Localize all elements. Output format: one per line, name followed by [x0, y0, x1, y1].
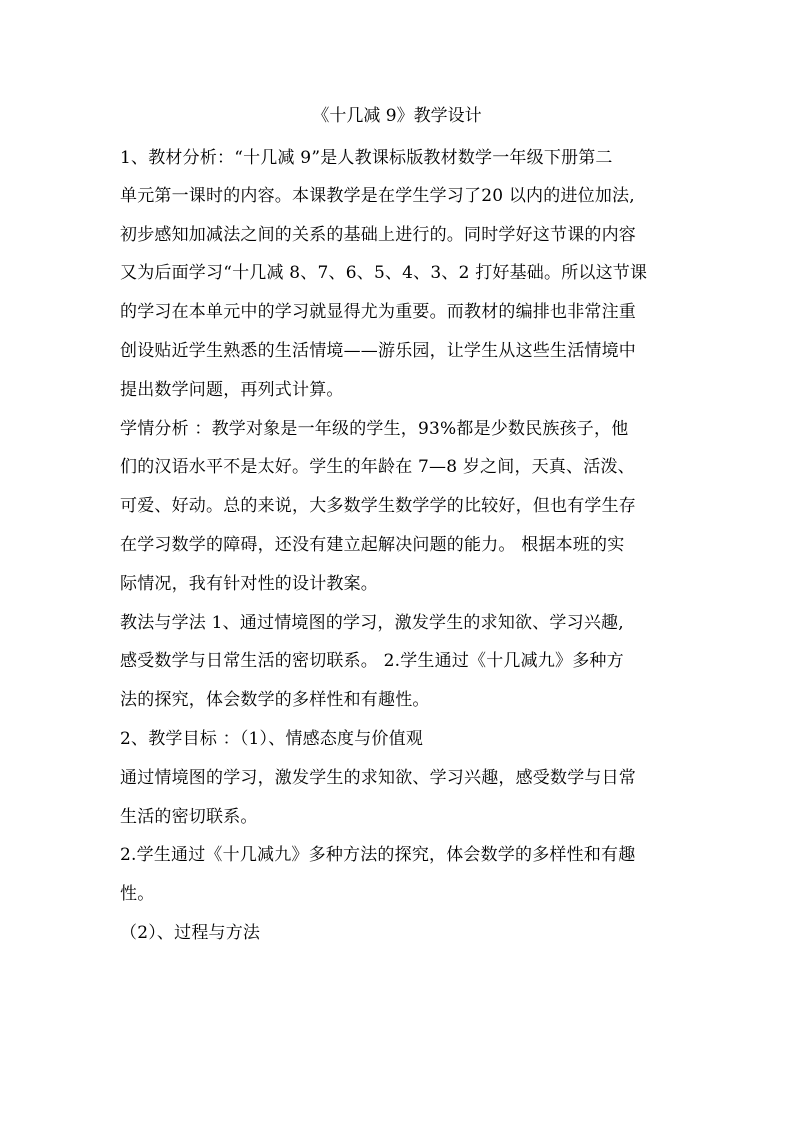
paragraph-line: 2.学生通过《十几减九》多种方法的探究，体会数学的多样性和有趣	[120, 845, 636, 865]
document-title: 《十几减 9》教学设计	[312, 106, 482, 126]
paragraph-line: 1、教材分析：“十几减 9”是人教课标版教材数学一年级下册第二	[120, 148, 613, 168]
paragraph-line: 们的汉语水平不是太好。学生的年龄在 7—8 岁之间，天真、活泼、	[120, 457, 635, 477]
paragraph-line: 在学习数学的障碍，还没有建立起解决问题的能力。 根据本班的实	[120, 535, 625, 555]
paragraph-line: 际情况，我有针对性的设计教案。	[120, 574, 378, 594]
paragraph-line: 学情分析 ：教学对象是一年级的学生，93%都是少数民族孩子，他	[120, 419, 629, 439]
paragraph-line: 性。	[120, 884, 155, 904]
paragraph-line: 创设贴近学生熟悉的生活情境——游乐园，让学生从这些生活情境中	[120, 341, 636, 361]
paragraph-line: 可爱、好动。总的来说，大多数学生数学学的比较好，但也有学生存	[120, 496, 636, 516]
paragraph-line: 提出数学问题，再列式计算。	[120, 380, 344, 400]
paragraph-line: 2、教学目标 ：（1）、情感态度与价值观	[120, 729, 424, 749]
paragraph-line: 法的探究，体会数学的多样性和有趣性。	[120, 690, 430, 710]
paragraph-line: 初步感知加减法之间的关系的基础上进行的。同时学好这节课的内容	[120, 225, 636, 245]
paragraph-line: 通过情境图的学习，激发学生的求知欲、学习兴趣，感受数学与日常	[120, 768, 636, 788]
paragraph-line: 感受数学与日常生活的密切联系。 2.学生通过《十几减九》多种方	[120, 651, 624, 671]
paragraph-line: 教法与学法 1、通过情境图的学习，激发学生的求知欲、学习兴趣,	[120, 613, 624, 633]
paragraph-line: （2）、过程与方法	[120, 923, 261, 943]
paragraph-line: 单元第一课时的内容。本课教学是在学生学习了20 以内的进位加法,	[120, 186, 635, 206]
paragraph-line: 又为后面学习“十几减 8、7、6、5、4、3、2 打好基础。所以这节课	[120, 263, 648, 283]
paragraph-line: 的学习在本单元中的学习就显得尤为重要。而教材的编排也非常注重	[120, 302, 636, 322]
paragraph-line: 生活的密切联系。	[120, 807, 258, 827]
